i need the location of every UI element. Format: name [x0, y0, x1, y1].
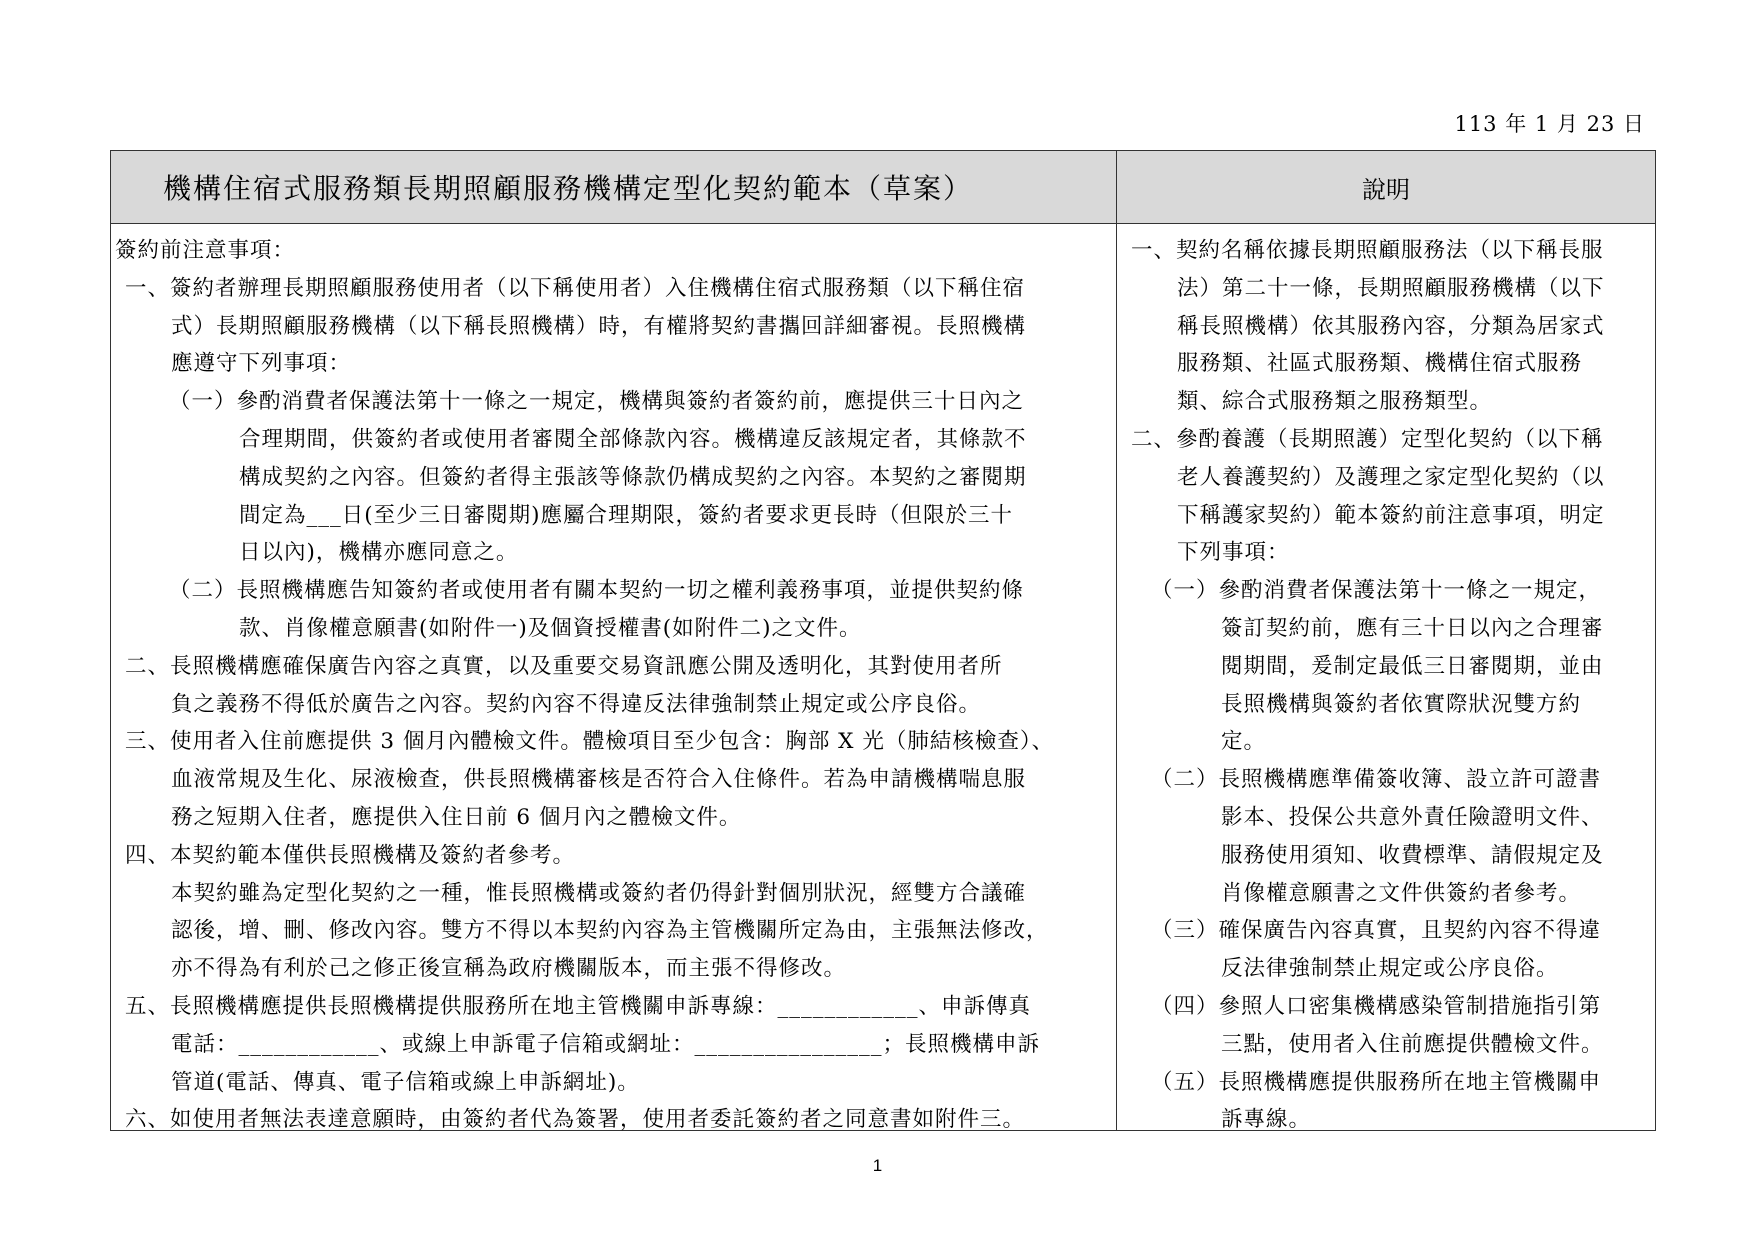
contract-text-line: 構成契約之內容。但簽約者得主張該等條款仍構成契約之內容。本契約之審閱期 [239, 464, 1027, 490]
contract-text-line: 一、簽約者辦理長期照顧服務使用者（以下稱使用者）入住機構住宿式服務類（以下稱住宿 [125, 275, 1026, 301]
contract-title: 機構住宿式服務類長期照顧服務機構定型化契約範本（草案） [111, 151, 1117, 223]
contract-text-line: 二、長照機構應確保廣告內容之真實，以及重要交易資訊應公開及透明化，其對使用者所 [125, 653, 1003, 679]
explanation-heading: 說明 [1362, 175, 1410, 204]
explanation-text-line: （三）確保廣告內容真實，且契約內容不得違 [1151, 918, 1602, 944]
contract-text-line: 管道(電話、傳真、電子信箱或線上申訴網址)。 [171, 1069, 640, 1095]
contract-text-line: 電話：____________、或線上申訴電子信箱或網址：________________；長照機構申訴 [171, 1031, 1041, 1057]
page-number: 1 [872, 1156, 883, 1175]
explanation-text-line: 長照機構與簽約者依實際狀況雙方約 [1221, 691, 1582, 717]
table-body [111, 224, 1655, 1133]
explanation-text-line: 服務使用須知、收費標準、請假規定及 [1221, 842, 1604, 868]
contract-text-line: 應遵守下列事項： [171, 351, 352, 377]
explanation-text-line: （二）長照機構應準備簽收簿、設立許可證書 [1151, 767, 1602, 793]
explanation-text-line: 類、綜合式服務類之服務類型。 [1177, 389, 1493, 415]
explanation-text-line: 下稱護家契約）範本簽約前注意事項，明定 [1177, 502, 1605, 528]
document-date: 113 年 1 月 23 日 [1454, 112, 1645, 136]
explanation-text-line: 訴專線。 [1221, 1107, 1312, 1133]
contract-text-line: 款、肖像權意願書(如附件一)及個資授權書(如附件二)之文件。 [239, 615, 862, 641]
contract-text-line: 亦不得為有利於己之修正後宣稱為政府機關版本，而主張不得修改。 [171, 956, 847, 982]
contract-text-line: 務之短期入住者，應提供入住日前 6 個月內之體檢文件。 [171, 804, 742, 830]
explanation-text-line: （一）參酌消費者保護法第十一條之一規定， [1151, 578, 1602, 604]
contract-text-line: 六、如使用者無法表達意願時，由簽約者代為簽署，使用者委託簽約者之同意書如附件三。 [125, 1107, 1026, 1133]
contract-text-line: 簽約前注意事項： [115, 238, 296, 263]
explanation-text-line: 反法律強制禁止規定或公序良俗。 [1221, 956, 1559, 982]
contract-text-line: 合理期間，供簽約者或使用者審閱全部條款內容。機構違反該規定者，其條款不 [239, 426, 1027, 452]
explanation-text-line: 肖像權意願書之文件供簽約者參考。 [1221, 880, 1582, 906]
explanation-text-line: 簽訂契約前，應有三十日以內之合理審 [1221, 615, 1604, 641]
explanation-text-line: 稱長照機構）依其服務內容，分類為居家式 [1177, 313, 1605, 339]
explanation-text-line: （四）參照人口密集機構感染管制措施指引第 [1151, 993, 1602, 1019]
explanation-text-line: 法）第二十一條，長期照顧服務機構（以下 [1177, 275, 1605, 301]
table-header [111, 151, 1655, 224]
explanation-text-line: 影本、投保公共意外責任險證明文件、 [1221, 804, 1604, 830]
explanation-text-line: 老人養護契約）及護理之家定型化契約（以 [1177, 464, 1605, 490]
contract-text-line: 日以內)，機構亦應同意之。 [239, 540, 519, 566]
contract-text-line: （一）參酌消費者保護法第十一條之一規定，機構與簽約者簽約前，應提供三十日內之 [169, 389, 1025, 415]
contract-text-line: 三、使用者入住前應提供 3 個月內體檢文件。體檢項目至少包含：胸部 X 光（肺結核檢查）、 [125, 729, 1055, 755]
explanation-text-line: 一、契約名稱依據長期照顧服務法（以下稱長服 [1131, 238, 1604, 263]
contract-text-line: 式）長期照顧服務機構（以下稱長照機構）時，有權將契約書攜回詳細審視。長照機構 [171, 313, 1027, 339]
explanation-text-line: 服務類、社區式服務類、機構住宿式服務 [1177, 351, 1583, 377]
contract-table [110, 150, 1656, 1131]
contract-text-line: 間定為___日(至少三日審閱期)應屬合理期限，簽約者要求更長時（但限於三十 [239, 502, 1014, 528]
explanation-column [1117, 224, 1655, 1133]
contract-text-line: 五、長照機構應提供長照機構提供服務所在地主管機關申訴專線：____________、申訴傳真 [125, 993, 1032, 1019]
explanation-text-line: 定。 [1221, 729, 1267, 755]
explanation-text-line: （五）長照機構應提供服務所在地主管機關申 [1151, 1069, 1602, 1095]
contract-terms-column [111, 224, 1117, 1133]
contract-text-line: 血液常規及生化、尿液檢查，供長照機構審核是否符合入住條件。若為申請機構喘息服 [171, 767, 1027, 793]
explanation-text-line: 閱期間，爰制定最低三日審閱期，並由 [1221, 653, 1604, 679]
contract-text-line: 負之義務不得低於廣告之內容。契約內容不得違反法律強制禁止規定或公序良俗。 [171, 691, 982, 717]
contract-text-line: 四、本契約範本僅供長照機構及簽約者參考。 [125, 842, 576, 868]
contract-text-line: 本契約雖為定型化契約之一種，惟長照機構或簽約者仍得針對個別狀況，經雙方合議確 [171, 880, 1027, 906]
contract-text-line: （二）長照機構應告知簽約者或使用者有關本契約一切之權利義務事項，並提供契約條 [169, 578, 1025, 604]
explanation-text-line: 三點，使用者入住前應提供體檢文件。 [1221, 1031, 1604, 1057]
explanation-text-line: 下列事項： [1177, 540, 1290, 566]
explanation-text-line: 二、參酌養護（長期照護）定型化契約（以下稱 [1131, 426, 1604, 452]
contract-text-line: 認後，增、刪、修改內容。雙方不得以本契約內容為主管機關所定為由，主張無法修改， [171, 918, 1049, 944]
